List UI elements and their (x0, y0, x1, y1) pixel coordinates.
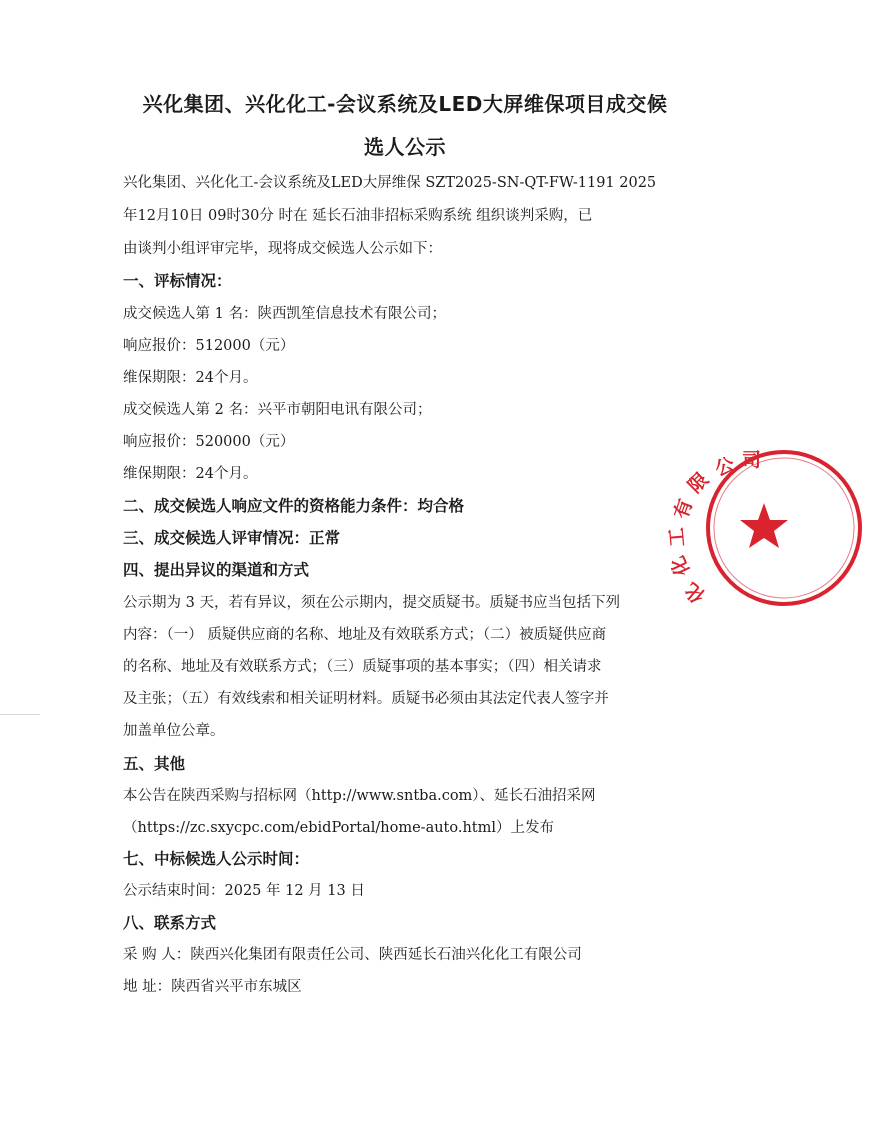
objection-line-1: 公示期为 3 天，若有异议，须在公示期内，提交质疑书。质疑书应当包括下列 (123, 595, 620, 611)
seal-svg (665, 448, 882, 608)
seal-lettering (665, 449, 761, 608)
candidate1-period: 维保期限：24个月。 (123, 370, 258, 386)
candidate1-price: 响应报价：512000（元） (123, 338, 295, 354)
scan-margin-mark (0, 714, 40, 715)
svg-text:公: 公 (712, 453, 738, 481)
svg-text:有: 有 (670, 496, 698, 522)
section8-heading: 八、联系方式 (123, 914, 217, 932)
candidate2-period: 维保期限：24个月。 (123, 466, 258, 482)
section2-heading: 二、成交候选人响应文件的资格能力条件：均合格 (123, 497, 465, 515)
section5-heading: 五、其他 (123, 755, 186, 773)
svg-text:工: 工 (665, 526, 689, 548)
objection-line-4: 及主张；（五）有效线索和相关证明材料。质疑书必须由其法定代表人签字并 (123, 691, 609, 707)
publish-line-2: （https://zc.sxycpc.com/ebidPortal/home-auto.html）上发布 (123, 820, 555, 836)
intro-line-1: 兴化集团、兴化化工-会议系统及LED大屏维保 SZT2025-SN-QT-FW-1191 2025 (123, 175, 657, 191)
document-title-line-2: 选人公示 (364, 135, 446, 159)
objection-line-2: 内容：（一） 质疑供应商的名称、地址及有效联系方式；（二）被质疑供应商 (123, 627, 607, 643)
intro-line-2: 年12月10日 09时30分 时在 延长石油非招标采购系统 组织谈判采购，已 (123, 208, 593, 224)
seal-inner-ring (714, 458, 854, 598)
svg-text:化: 化 (680, 577, 710, 608)
svg-text:司: 司 (742, 449, 762, 471)
objection-line-5: 加盖单位公章。 (123, 723, 225, 739)
candidate1-name: 成交候选人第 1 名：陕西凯笙信息技术有限公司； (123, 306, 446, 322)
seal-star-icon (740, 503, 788, 548)
svg-text:限: 限 (683, 468, 713, 498)
company-seal (665, 448, 793, 608)
section1-heading: 一、评标情况： (123, 272, 232, 290)
address-line: 地 址：陕西省兴平市东城区 (123, 979, 302, 995)
intro-line-3: 由谈判小组评审完毕，现将成交候选人公示如下： (123, 241, 442, 257)
candidate2-name: 成交候选人第 2 名：兴平市朝阳电讯有限公司； (123, 402, 432, 418)
objection-line-3: 的名称、地址及有效联系方式；（三）质疑事项的基本事实；（四）相关请求 (123, 659, 602, 675)
section3-heading: 三、成交候选人评审情况：正常 (123, 529, 341, 547)
publish-line-1: 本公告在陕西采购与招标网（http://www.sntba.com）、延长石油招采网 (123, 788, 596, 804)
section4-heading: 四、提出异议的渠道和方式 (123, 561, 310, 579)
notice-end-time: 公示结束时间：2025 年 12 月 13 日 (123, 883, 365, 899)
section7-heading: 七、中标候选人公示时间： (123, 850, 310, 868)
purchaser-line: 采 购 人：陕西兴化集团有限责任公司、陕西延长石油兴化化工有限公司 (123, 947, 582, 963)
candidate2-price: 响应报价：520000（元） (123, 434, 295, 450)
svg-text:化: 化 (666, 552, 695, 580)
document-title-line-1: 兴化集团、兴化化工-会议系统及LED大屏维保项目成交候 (142, 92, 668, 116)
